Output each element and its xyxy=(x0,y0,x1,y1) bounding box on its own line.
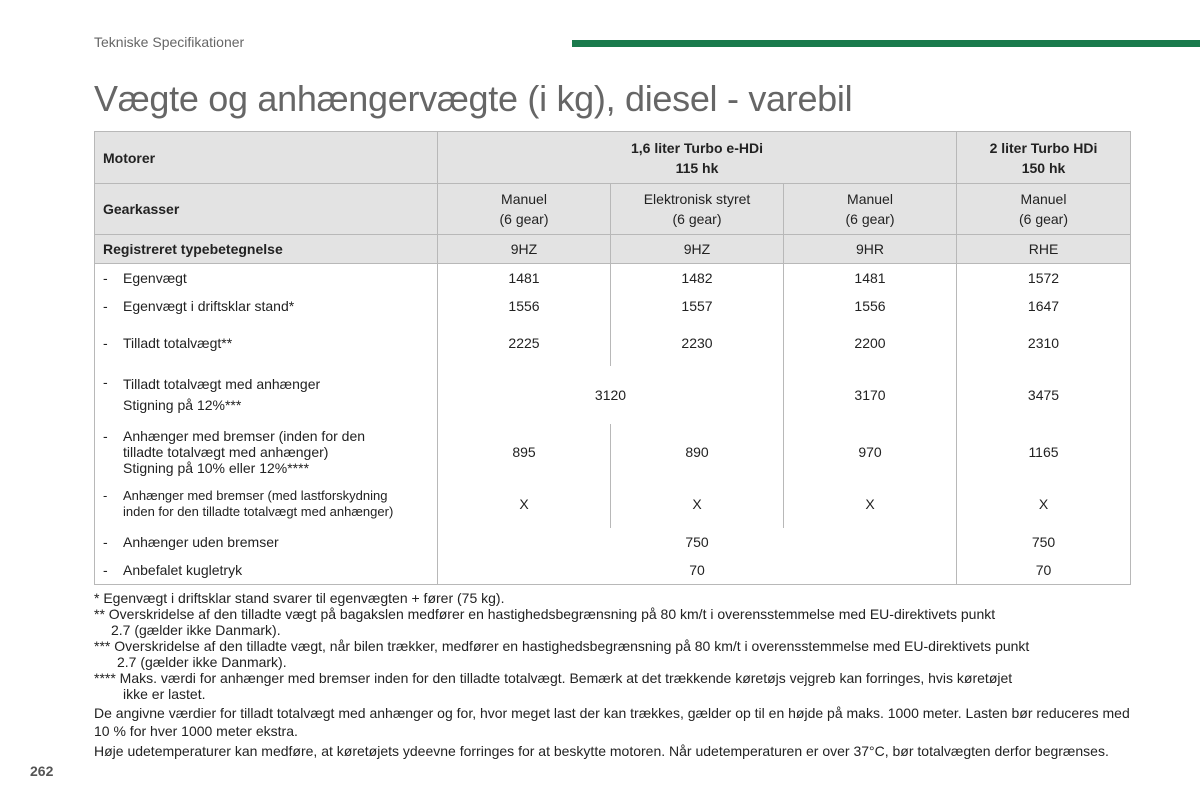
value-cell: 1557 xyxy=(611,292,784,320)
gearbox-cell: Elektronisk styret (6 gear) xyxy=(611,184,784,235)
type-cell: 9HZ xyxy=(438,235,611,264)
value-cell: 1481 xyxy=(784,264,957,292)
value-cell: X xyxy=(438,480,611,528)
engine2-power: 150 hk xyxy=(1021,159,1066,176)
row-label: - Egenvægt xyxy=(95,264,438,292)
table-row xyxy=(95,366,1131,424)
page-number: 262 xyxy=(30,763,54,779)
engine2-header xyxy=(957,132,1131,184)
value-cell: 895 xyxy=(438,424,611,480)
gearbox-cell: Manuel (6 gear) xyxy=(438,184,611,235)
value-cell: 970 xyxy=(784,424,957,480)
gearbox-cell: Manuel (6 gear) xyxy=(957,184,1131,235)
table-row xyxy=(95,264,1131,292)
table-row xyxy=(95,480,1131,528)
type-cell: 9HZ xyxy=(611,235,784,264)
value-cell: 70 xyxy=(957,556,1131,585)
value-cell: 1482 xyxy=(611,264,784,292)
value-cell: 70 xyxy=(438,556,957,585)
value-cell: X xyxy=(784,480,957,528)
table-row xyxy=(95,424,1131,480)
row-label: - Tilladt totalvægt** xyxy=(95,320,438,366)
row-label: - Anhænger med bremser (med lastforskydning inden for den tilladte totalvægt med anhænger) xyxy=(95,480,438,528)
value-cell: X xyxy=(611,480,784,528)
engine1-power: 115 hk xyxy=(675,159,719,176)
type-cell: 9HR xyxy=(784,235,957,264)
section-label: Tekniske Specifikationer xyxy=(94,34,245,50)
value-cell: 1556 xyxy=(438,292,611,320)
value-cell: 3170 xyxy=(784,366,957,424)
row-label: - Anbefalet kugletryk xyxy=(95,556,438,585)
value-cell: 1481 xyxy=(438,264,611,292)
engine-header-row xyxy=(95,132,1131,184)
value-cell: 3120 xyxy=(438,366,784,424)
value-cell: 750 xyxy=(957,528,1131,556)
footnotes xyxy=(94,590,1134,760)
footnote: 2.7 (gælder ikke Danmark). xyxy=(117,654,287,670)
value-cell: 750 xyxy=(438,528,957,556)
value-cell: 2225 xyxy=(438,320,611,366)
value-cell: 1165 xyxy=(957,424,1131,480)
type-row xyxy=(95,235,1131,264)
gearbox-label: Gearkasser xyxy=(95,184,438,235)
weights-table xyxy=(94,131,1131,585)
page-title: Vægte og anhængervægte (i kg), diesel - varebil xyxy=(94,78,853,119)
type-cell: RHE xyxy=(957,235,1131,264)
table-row xyxy=(95,292,1131,320)
paragraph: Høje udetemperaturer kan medføre, at køretøjets ydeevne forringes for at beskytte motoren. Når udetemperaturen er over 37°C, bør totalvægten derfor begrænses. xyxy=(94,743,1109,759)
footnote: * Egenvægt i driftsklar stand svarer til egenvægten + fører (75 kg). xyxy=(94,590,505,606)
row-label: - Anhænger med bremser (inden for den tilladte totalvægt med anhænger) Stigning på 10% eller 12%**** xyxy=(95,424,438,480)
value-cell: 3475 xyxy=(957,366,1131,424)
row-label: - Anhænger uden bremser xyxy=(95,528,438,556)
accent-bar xyxy=(572,40,1200,47)
engine2-name: 2 liter Turbo HDi xyxy=(989,139,1098,156)
paragraph: De angivne værdier for tilladt totalvægt med anhænger og for, hvor meget last der kan trækkes, gælder op til en højde på maks. 1000 meter. Lasten bør reduceres med 10 % for hver 1000 meter ekstra. xyxy=(94,705,1130,739)
table-row xyxy=(95,320,1131,366)
value-cell: 2230 xyxy=(611,320,784,366)
engine1-name: 1,6 liter Turbo e-HDi xyxy=(631,139,763,156)
footnote: ikke er lastet. xyxy=(123,686,206,702)
engine1-header xyxy=(438,132,957,184)
value-cell: 1647 xyxy=(957,292,1131,320)
value-cell: X xyxy=(957,480,1131,528)
motor-label: Motorer xyxy=(95,132,438,184)
footnote: **** Maks. værdi for anhænger med bremser inden for den tilladte totalvægt. Bemærk at det trækkende køretøjs vejgreb kan forringes, hvis køretøjet xyxy=(94,670,1013,686)
row-label: - Tilladt totalvægt med anhænger Stigning på 12%*** xyxy=(95,366,438,424)
footnote: 2.7 (gælder ikke Danmark). xyxy=(111,622,281,638)
value-cell: 2310 xyxy=(957,320,1131,366)
value-cell: 2200 xyxy=(784,320,957,366)
value-cell: 1572 xyxy=(957,264,1131,292)
footnote: ** Overskridelse af den tilladte vægt på bagakslen medfører en hastighedsbegrænsning på 80 km/t i overensstemmelse med EU-direktivets punkt xyxy=(94,606,996,622)
footnote: *** Overskridelse af den tilladte vægt, når bilen trækker, medfører en hastighedsbegrænsning på 80 km/t i overensstemmelse med EU-direktivets punkt xyxy=(94,638,1030,654)
gearbox-row xyxy=(95,184,1131,235)
type-label: Registreret typebetegnelse xyxy=(95,235,438,264)
table-row xyxy=(95,528,1131,556)
row-label: - Egenvægt i driftsklar stand* xyxy=(95,292,438,320)
value-cell: 1556 xyxy=(784,292,957,320)
value-cell: 890 xyxy=(611,424,784,480)
gearbox-cell: Manuel (6 gear) xyxy=(784,184,957,235)
table-row xyxy=(95,556,1131,585)
